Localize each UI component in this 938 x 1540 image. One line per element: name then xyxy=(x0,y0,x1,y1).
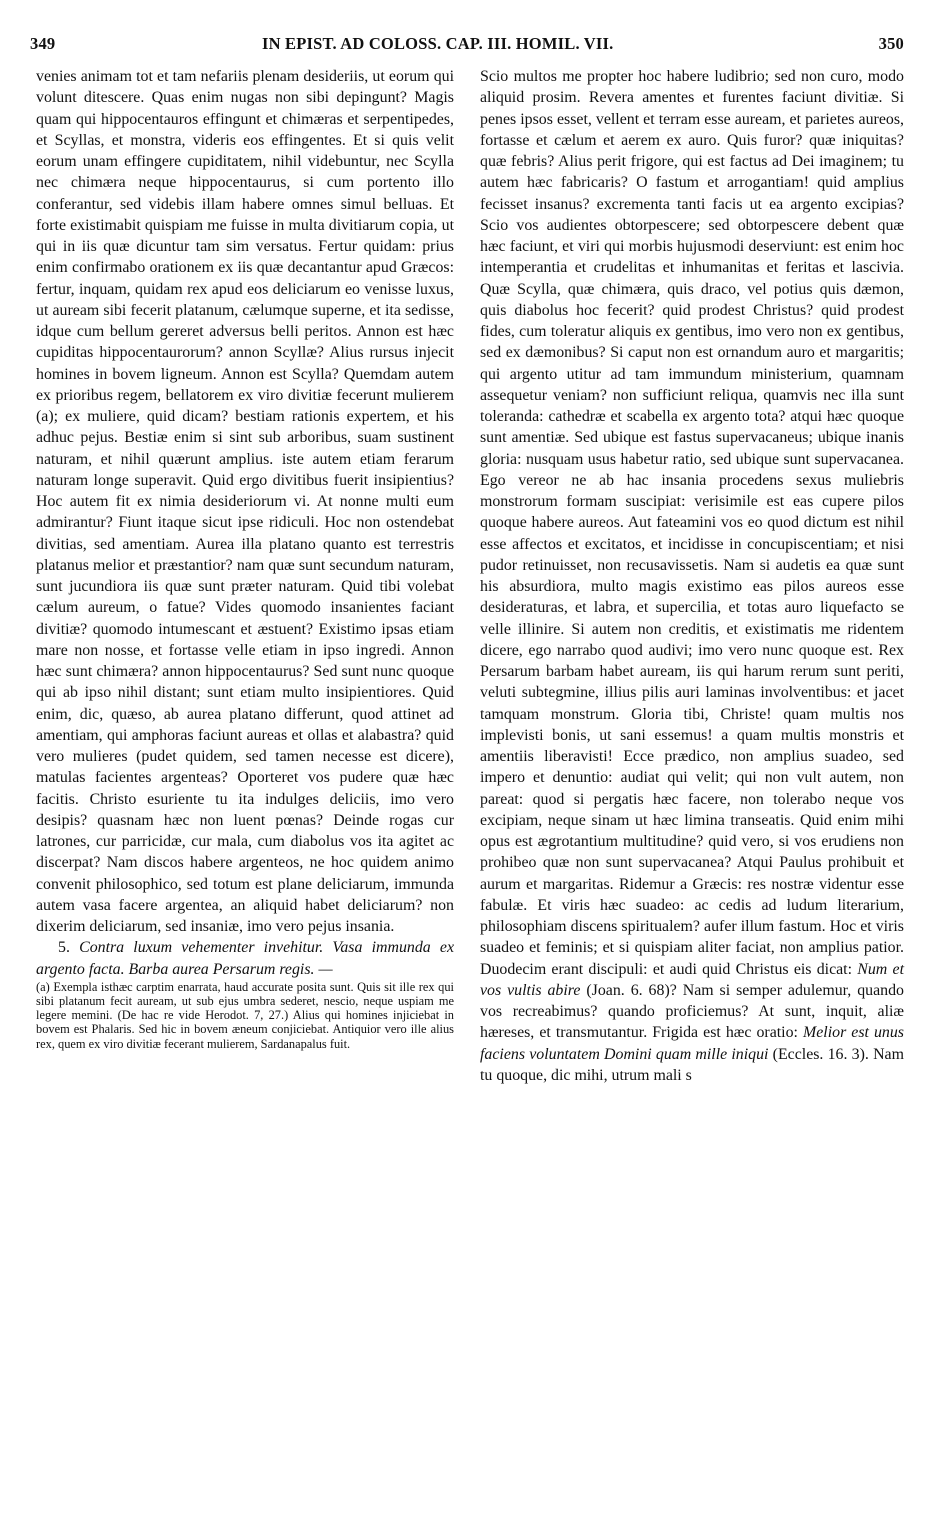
page-number-left: 349 xyxy=(30,34,56,53)
right-text-part2: ? Nam si semper adulemur, quando vos recreabimus? quando proficiemus? At sunt, inquit, aliæ hæreses, et transmutantur. Frigida est hæc oratio: xyxy=(480,981,904,1042)
scripture-quote-2: Melior est unus faciens voluntatem Domini quam mille iniqui xyxy=(480,1024,904,1063)
left-column-body: venies animam tot et tam nefariis plenam desideriis, ut eorum qui volunt ditescere. Quas enim nugas non sibi depingunt? Magis quam qui hippocentauros effingunt et chimæras et serpentipedes, et Scyllas, et monstra, videris eos effingentes. Et si quis velit eorum unam effingere cupiditatem, nihil videbuntur, nec Scylla nec chimæra neque hippocentaurus, si cum portento illo conferantur, sed videbis illam habere omnes simul belluas. Et forte existimabit quispiam me fuisse in multa divitiarum copia, ut qui in iis quæ dicuntur tam sim versatus. Fertur quidam: prius enim confirmabo orationem ex iis quæ decantantur apud Græcos: fertur, inquam, quidam rex apud eos deliciarum eo venisse luxus, ut auream sibi fecerit platanum, cælumque superne, et ita sedisse, idque cum bellum gereret adversus belli peritos. Annon est hæc cupiditas hippocentaurorum? annon Scyllæ? Alius rursus injecit homines in bovem ligneum. Annon est Scylla? Quemdam autem ex prioribus regem, bellatorem ex viro divitiæ fecerunt mulierem (a); ex muliere, quid dicam? bestiam rationis expertem, et his adhuc pejus. Bestiæ enim si sint sub arboribus, suam sustinent naturam, et nihil quærunt amplius. iste autem etiam ferarum naturam longe superavit. Quid ergo divitibus fuerit insipientius? Hoc autem fit ex nimia desideriorum vi. At nonne multi eum admirantur? Fiunt itaque sicut ipse ridiculi. Hoc non ostendebat divitias, sed amentiam. Aurea illa platano quanto est terrestris platanus melior et præstantior? nam quæ sunt secundum naturam, sunt jucundiora iis quæ sunt præter naturam. Quid tibi volebat cælum aureum, o fatue? Vides quomodo insanientes faciant divitiæ? quomodo intumescant et æstuent? Existimo ipsas etiam mare non nosse, et fortasse velle etiam in ipso ingredi. Annon hæc sunt chimæra? annon hippocentaurus? Sed sunt nunc quoque qui ab ipso nihil distant; sunt etiam multo insipientiores. Quid enim, dic, quæso, ab aurea platano differunt, quod attinet ad amentiam, qui amphoras faciunt aureas et ollas et alabastra? quid vero mulieres (pudet quidem, sed tamen necesse est dicere), matulas facientes argenteas? Oporteret vos pudere quæ hæc facitis. Christo esuriente tu ita indulges deliciis, imo vero desipis? quasnam hæc non luent pœnas? Deinde rogas cur latrones, cur parricidæ, cur mala, cum diabolus vos ita agitet ac discerpat? Nam discos habere argenteos, ne hoc quidem animo convenit philosophico, sed totum est plane deliciarum, immunda autem vasa facere argentea, an aliquid habet deliciarum? non dixerim deliciarum, sed insaniæ, imo vero pejus insania. xyxy=(36,68,454,935)
right-column-body xyxy=(480,66,904,1086)
scripture-ref-2: (Eccles. 16. 3) xyxy=(772,1045,865,1063)
right-column xyxy=(480,66,904,1086)
section-heading xyxy=(36,937,454,980)
section-number: 5. xyxy=(58,939,70,957)
running-head-title: IN EPIST. AD COLOSS. CAP. III. HOMIL. VII. xyxy=(262,34,614,53)
footnote: (a) Exempla isthæc carptim enarrata, haud accurate posita sunt. Quis sit ille rex qui sibi platanum fecit auream, ut sub ejus umbra sederet, nescio, neque uspiam me legere memini. (De hac re vide Herodot. 7, 27.) Alius qui homines injiciebat in bovem est Phalaris. Sed hic in bovem æneum conjiciebat. Antiquior vero ille alius rex, quem ex viro divitiæ fecerant mulierem, Sardanapalus fuit. xyxy=(36,979,454,1051)
scripture-ref-1: (Joan. 6. 68) xyxy=(586,981,670,999)
right-text-part3: . Nam tu quoque, dic mihi, utrum mali s xyxy=(480,1045,904,1084)
right-text-part1: Scio multos me propter hoc habere ludibrio; sed non curo, modo aliquid prosim. Revera amentes et furentes faciunt divitiæ. Si penes ipsos esset, vellent et terram esse auream, et parietes aureos, fortasse et cælum et aerem ex auro. Quis furor? quæ iniquitas? quæ febris? Alius perit frigore, qui est factus ad Dei imaginem; tu autem hæc fabricaris? O fastum et arrogantiam! quid amplius fecisset insanus? excrementa tanti facis ut ea argento excipias? Scio vos audientes obtorpescere; sed obtorpescere debent quæ hæc faciunt, et viri qui morbis hujusmodi deserviunt: est enim hoc intemperantia et crudelitas et inhumanitas et feritas et lascivia. Quæ Scylla, quæ chimæra, quis draco, vel potius quis dæmon, quis diabolus hoc fecerit? quid prodest Christus? quid prodest fides, cum toleratur aliquis ex gentibus, imo vero non ex gentibus, sed ex dæmonibus? Si caput non est ornandum auro et margaritis; qui argento utitur ad tam immundum ministerium, quamnam assequetur veniam? non sufficiunt reliqua, quamvis nec illa sunt toleranda: cathedræ et scabella ex argento tota? atqui hæc quoque sunt amentiæ. Sed ubique est fastus supervacaneus; ubique inanis gloria: nusquam usus habetur ratio, sed ubique sunt supervacanea. Ego vereor ne ab hac insania procedens sexus muliebris monstrorum formam suscipiat: verisimile est eas cupere pilos quoque habere aureos. Aut fateamini vos eo quod dictum est nihil esse affectos et excitatos, et incidisse in concupiscentiam; et nisi pudor retinuisset, non recusavissetis. Nam si audetis ea quæ sunt his absurdiora, multo magis existimo eas pilos aureos esse desideraturas, et labra, et supercilia, et totas auro liquefacto se velle illinire. Si autem non creditis, et existimatis me ridentem dicere, ego narrabo quod audivi; imo vero nunc quoque est. Rex Persarum barbam habet auream, iis qui harum rerum sunt periti, veluti subtegmine, illius pilis auri laminas involventibus: et jacet tamquam monstrum. Gloria tibi, Christe! quam multis nos implevisti bonis, ut sani essemus! a quam multis monstris et amentiis liberavisti! Ecce prædico, non amplius suadeo, sed impero et denuntio: audiat qui velit; qui non vult autem, non pareat: quod si pergatis hæc facere, non tolerabo neque vos excipiam, neque sinam ut hæc limina transeatis. Quid enim mihi opus est ægrotantium multitudine? quid vero, si vos erudiens non prohibeo quæ non sunt supervacanea? Atqui Paulus prohibuit et aurum et margaritas. Ridemur a Græcis: res nostræ videntur esse fabulæ. Et viris hæc suadeo: ac cedis ad ludum literarium, philosophiam discens spiritualem? aufer illum fastum. Hoc et viris suadeo et feminis; et si quispiam aliter faciat, non amplius patior. Duodecim erant discipuli: et audi quid Christus eis dicat: xyxy=(480,68,904,978)
left-column xyxy=(36,66,454,1051)
page-number-right: 350 xyxy=(878,34,904,53)
running-header xyxy=(0,34,938,58)
scripture-quote-1: Num et vos vultis abire xyxy=(480,960,904,999)
section-summary: Contra luxum vehementer invehitur. Vasa immunda ex argento facta. Barba aurea Persarum regis. — xyxy=(36,939,454,978)
